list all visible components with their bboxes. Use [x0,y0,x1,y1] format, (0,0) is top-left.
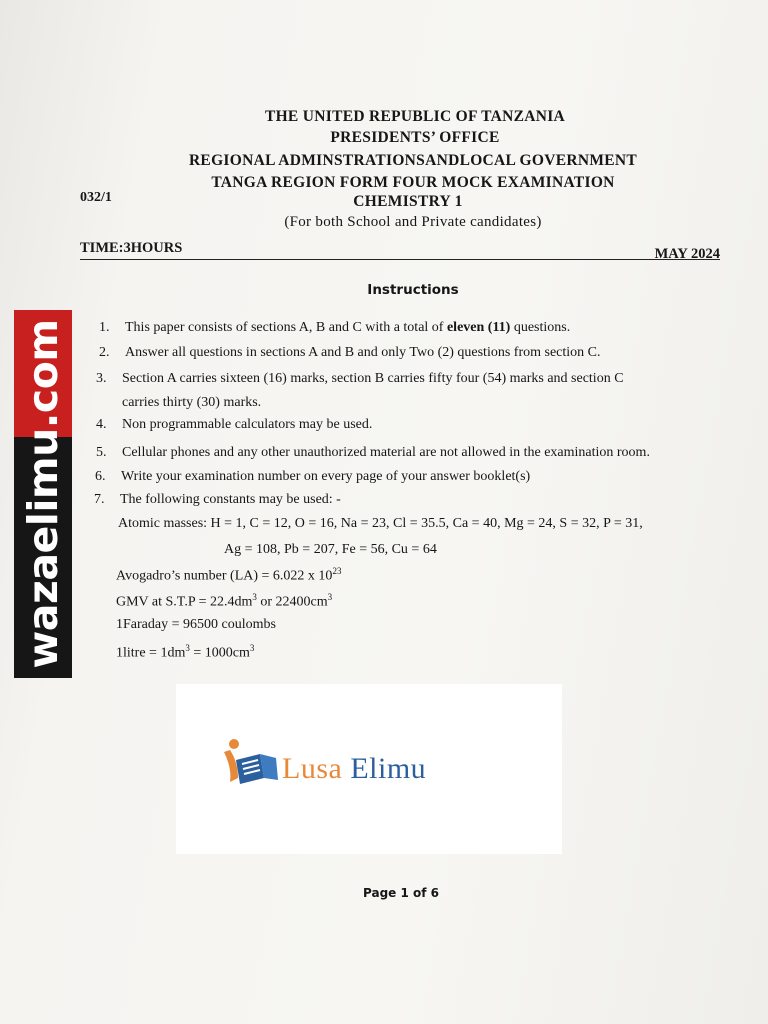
instruction-text: Answer all questions in sections A and B and only Two (2) questions from section C. [125,345,601,360]
header-subject: CHEMISTRY 1 [353,193,463,210]
exam-date: MAY 2024 [654,246,720,262]
gmv-constant [116,592,332,611]
instruction-number: 3. [96,371,107,386]
instruction-text-continued: carries thirty (30) marks. [122,395,262,410]
exponent: 3 [327,592,333,602]
constant-text: GMV at S.T.P = 22.4dm [116,594,253,610]
litre-constant [116,643,254,662]
instruction-6 [95,466,531,488]
watermark-text [19,319,67,668]
instruction-text: Section A carries sixteen (16) marks, section B carries fifty four (54) marks and section C [122,371,624,386]
watermark-domain: .com [19,319,67,429]
logo-word-lusa: Lusa [282,752,343,785]
instruction-text: Cellular phones and any other unauthorized material are not allowed in the examination room. [122,445,650,460]
instructions-title: Instructions [367,282,459,298]
instruction-7 [94,489,341,511]
instruction-text: Write your examination number on every page of your answer booklet(s) [121,469,531,484]
instruction-text: Non programmable calculators may be used. [122,417,373,432]
constant-text: = 1000cm [189,645,250,661]
instruction-text: This paper consists of sections A, B and C with a total of [125,320,447,335]
faraday-constant: 1Faraday = 96500 coulombs [116,617,276,632]
header-line-2: PRESIDENTS’ OFFICE [330,129,500,146]
exam-duration: TIME:3HOURS [80,240,183,256]
instruction-number: 5. [96,445,107,460]
time-rule [80,259,720,261]
instruction-1 [99,317,571,339]
header-line-4: TANGA REGION FORM FOUR MOCK EXAMINATION [211,174,615,191]
instruction-number: 6. [95,469,106,484]
instruction-3 [96,368,624,414]
exponent: 23 [332,566,342,576]
constant-text: Avogadro’s number (LA) = 6.022 x 10 [116,568,333,584]
exponent: 3 [185,643,190,653]
instruction-number: 4. [96,417,107,432]
instruction-number: 7. [94,492,105,507]
logo-word-elimu: Elimu [342,752,427,785]
avogadro-constant [116,566,341,585]
exponent: 3 [249,643,255,653]
page-number: Page 1 of 6 [363,886,439,900]
instruction-4 [96,414,373,436]
instruction-5 [96,442,650,464]
book-logo-icon [220,738,282,786]
instruction-2 [99,342,601,364]
watermark-name: wazaelimu [19,428,67,669]
time-row [80,240,720,264]
paper-code: 032/1 [80,190,112,205]
instruction-text: The following constants may be used: - [120,492,341,507]
atomic-masses-line-2: Ag = 108, Pb = 207, Fe = 56, Cu = 64 [224,542,437,557]
header-line-1: THE UNITED REPUBLIC OF TANZANIA [264,108,566,125]
instruction-number: 1. [99,320,110,335]
instruction-text: questions. [510,320,571,335]
logo-wordmark [282,752,426,786]
constant-text: or 22400cm [256,594,328,610]
instruction-emphasis: eleven (11) [446,320,511,335]
atomic-masses-line-1: Atomic masses: H = 1, C = 12, O = 16, Na = 23, Cl = 35.5, Ca = 40, Mg = 24, S = 32, P = 31, [118,516,643,531]
header-line-3: REGIONAL ADMINSTRATIONSANDLOCAL GOVERNMENT [188,152,638,169]
header-candidates: (For both School and Private candidates) [284,214,542,230]
constant-text: 1litre = 1dm [116,645,186,661]
exponent: 3 [252,592,257,602]
site-watermark [14,310,72,678]
instruction-number: 2. [99,345,110,360]
